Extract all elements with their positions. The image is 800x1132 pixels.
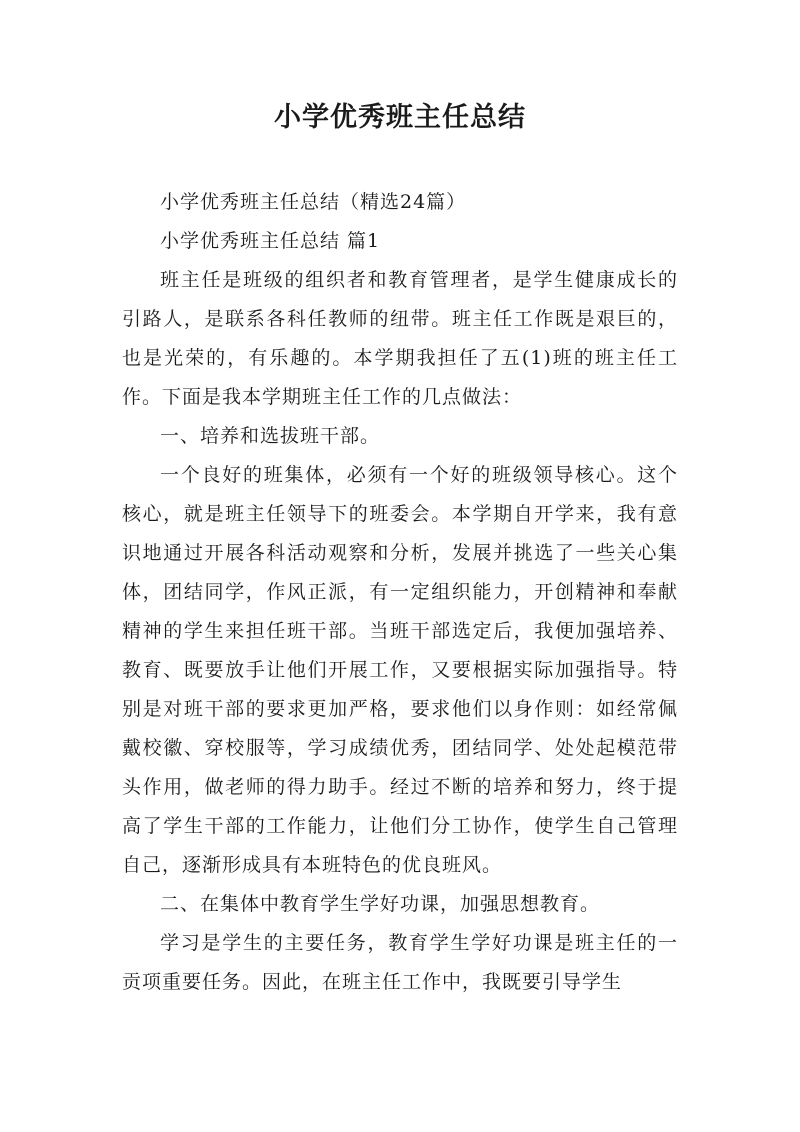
section-heading: 二、在集体中教育学生学好功课，加强思想教育。 [160, 893, 601, 915]
body-paragraph: 学习是学生的主要任务，教育学生学好功课是班主任的一贡项重要任务。因此，在班主任工作中，我既要引导学生 [122, 932, 678, 993]
document-title: 小学优秀班主任总结 [274, 102, 526, 133]
section-heading: 一、培养和选拔班干部。 [160, 425, 381, 447]
body-paragraph: 一个良好的班集体，必须有一个好的班级领导核心。这个核心，就是班主任领导下的班委会。本学期自开学来，我有意识地通过开展各科活动观察和分析，发展并挑选了一些关心集体，团结同学，作风正派，有一定组织能力，开创精神和奉献精神的学生来担任班干部。当班干部选定后，我便加强培养、教育、既要放手让他们开展工作，又要根据实际加强指导。特别是对班干部的要求更加严格，要求他们以身作则：如经常佩戴校徽、穿校服等，学习成绩优秀，团结同学、处处起模范带头作用，做老师的得力助手。经过不断的培养和努力，终于提高了学生干部的工作能力，让他们分工协作，使学生自己管理自己，逐渐形成具有本班特色的优良班风。 [122, 464, 678, 876]
subtitle-paragraph: 小学优秀班主任总结（精选24篇） [160, 191, 467, 213]
body-paragraph: 班主任是班级的组织者和教育管理者，是学生健康成长的引路人，是联系各科任教师的纽带。班主任工作既是艰巨的，也是光荣的，有乐趣的。本学期我担任了五(1)班的班主任工作。下面是我本学期班主任工作的几点做法： [122, 269, 678, 408]
section-heading: 小学优秀班主任总结 篇1 [160, 230, 381, 252]
document-body [122, 183, 678, 1002]
